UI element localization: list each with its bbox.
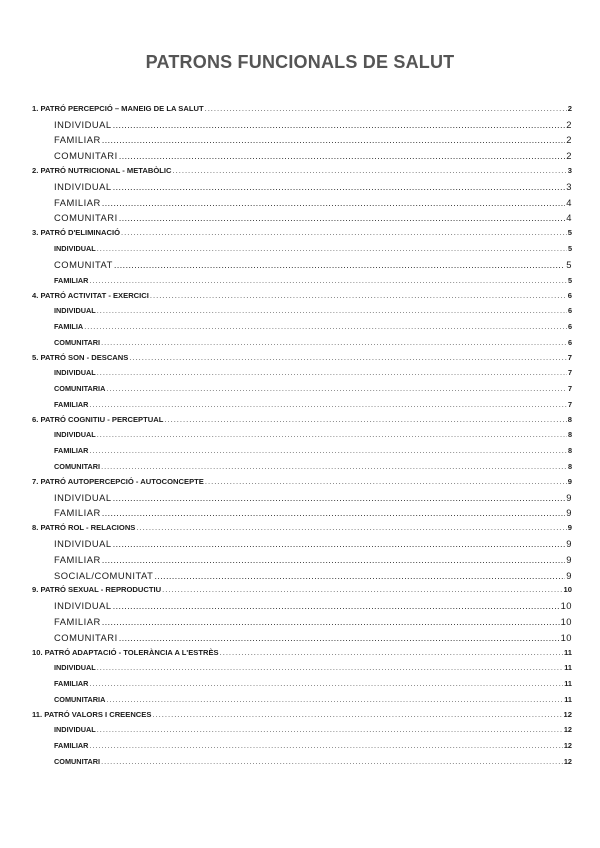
dot-leader [205,475,567,490]
toc-subsection-label: COMUNITARI [54,462,101,472]
toc-subsection-label: INDIVIDUAL [54,537,112,549]
toc-section-2[interactable] [32,164,572,179]
toc-section-8-page-number: 9 [567,523,572,533]
toc-subsection[interactable] [32,505,572,521]
table-of-contents [32,102,572,770]
toc-subsection-page-number: 10 [560,631,572,643]
toc-subsection-page-number: 6 [567,321,572,331]
toc-subsection-label: COMUNITARI [54,757,101,767]
toc-subsection-label: COMUNITARI [54,212,118,224]
dot-leader [89,397,566,413]
toc-section-7-page-number: 9 [567,477,572,487]
dot-leader [164,413,566,428]
toc-section-10-page-number: 11 [563,647,572,657]
dot-leader [89,273,566,289]
toc-section-1-label: 1. PATRÓ PERCEPCIÓ – MANEIG DE LA SALUT [32,104,204,113]
dot-leader [113,179,566,195]
toc-subsection-page-number: 4 [566,196,572,208]
toc-section-6-label: 6. PATRÓ COGNITIU - PERCEPTUAL [32,414,164,424]
toc-section-3[interactable] [32,226,572,241]
toc-subsection-page-number: 9 [566,491,572,503]
dot-leader [113,490,566,506]
toc-section-3-page-number: 5 [567,228,572,238]
toc-subsection-label: COMUNITARI [54,150,118,162]
toc-section-6[interactable] [32,413,572,428]
toc-subsection-label: INDIVIDUAL [54,599,112,611]
dot-leader [101,335,567,351]
dot-leader [106,692,563,708]
toc-subsection-label: FAMILIAR [54,679,89,689]
toc-subsection-label: INDIVIDUAL [54,368,96,378]
toc-subsection-label: INDIVIDUAL [54,663,96,673]
dot-leader [173,164,567,179]
toc-section-9-label: 9. PATRÓ SEXUAL - REPRODUCTIU [32,585,162,595]
toc-subsection-page-number: 7 [567,384,572,394]
toc-subsection[interactable] [32,179,572,195]
toc-section-4[interactable] [32,289,572,304]
dot-leader [97,660,564,676]
toc-subsection-page-number: 5 [567,243,572,253]
toc-section-1-page-number: 2 [567,104,572,113]
toc-subsection[interactable] [32,257,572,273]
toc-subsection-page-number: 9 [566,553,572,565]
toc-subsection[interactable] [32,598,572,614]
toc-section-10[interactable] [32,646,572,661]
dot-leader [113,598,560,614]
toc-subsection-label: INDIVIDUAL [54,725,96,735]
toc-subsection-label: FAMILIAR [54,275,89,285]
dot-leader [119,630,560,646]
toc-subsection-page-number: 2 [566,118,572,130]
toc-subsection-page-number: 2 [566,134,572,146]
toc-subsection[interactable] [32,195,572,211]
toc-section-5[interactable] [32,351,572,366]
dot-leader [89,443,566,459]
dot-leader [150,289,567,304]
toc-section-8-label: 8. PATRÓ ROL - RELACIONS [32,523,136,533]
toc-subsection-label: FAMILIAR [54,134,101,146]
toc-subsection-label: FAMILIA [54,321,84,331]
toc-subsection-label: COMUNITARIA [54,384,106,394]
toc-section-6-page-number: 8 [567,414,572,424]
toc-subsection[interactable] [32,722,572,738]
dot-leader [113,117,566,133]
dot-leader [102,505,566,521]
toc-section-5-label: 5. PATRÓ SON - DESCANS [32,352,129,362]
dot-leader [114,257,565,273]
toc-subsection-label: COMUNITAT [54,258,113,270]
dot-leader [97,303,567,319]
toc-subsection[interactable] [32,381,572,397]
toc-subsection-label: INDIVIDUAL [54,306,96,316]
dot-leader [121,226,567,241]
dot-leader [101,459,567,475]
dot-leader [97,427,567,443]
toc-subsection[interactable] [32,241,572,257]
toc-subsection[interactable] [32,536,572,552]
toc-subsection-page-number: 7 [567,399,572,409]
toc-section-4-label: 4. PATRÓ ACTIVITAT - EXERCICI [32,290,149,300]
toc-subsection-page-number: 6 [567,337,572,347]
toc-subsection-label: COMUNITARIA [54,694,106,704]
dot-leader [113,536,566,552]
toc-subsection[interactable] [32,335,572,351]
toc-subsection-page-number: 8 [567,446,572,456]
toc-subsection[interactable] [32,754,572,770]
toc-section-8[interactable] [32,521,572,536]
toc-subsection[interactable] [32,117,572,133]
dot-leader [136,521,566,536]
dot-leader [119,210,566,226]
toc-section-9[interactable] [32,583,572,598]
toc-subsection-label: INDIVIDUAL [54,180,112,192]
toc-section-4-page-number: 6 [567,290,572,300]
toc-subsection-label: INDIVIDUAL [54,430,96,440]
toc-subsection-page-number: 9 [566,537,572,549]
toc-section-7-label: 7. PATRÓ AUTOPERCEPCIÓ - AUTOCONCEPTE [32,477,204,487]
toc-subsection-page-number: 12 [563,741,572,751]
toc-subsection[interactable] [32,614,572,630]
toc-subsection-page-number: 8 [567,430,572,440]
toc-subsection-page-number: 9 [566,569,572,581]
toc-subsection-page-number: 10 [560,599,572,611]
dot-leader [152,708,562,723]
toc-subsection[interactable] [32,630,572,646]
toc-section-11[interactable] [32,708,572,723]
toc-subsection-page-number: 7 [567,368,572,378]
toc-subsection-page-number: 6 [567,306,572,316]
toc-section-3-label: 3. PATRÓ D'ELIMINACIÓ [32,228,121,238]
toc-subsection-label: FAMILIAR [54,741,89,751]
dot-leader [102,614,560,630]
toc-subsection-label: COMUNITARI [54,631,118,643]
toc-subsection-page-number: 11 [564,663,572,673]
toc-subsection-label: FAMILIAR [54,446,89,456]
toc-subsection[interactable] [32,568,572,584]
toc-subsection[interactable] [32,132,572,148]
toc-subsection-label: INDIVIDUAL [54,491,112,503]
dot-leader [97,365,567,381]
toc-subsection[interactable] [32,459,572,475]
toc-subsection[interactable] [32,273,572,289]
toc-section-9-page-number: 10 [563,585,572,595]
dot-leader [106,381,567,397]
toc-subsection-page-number: 10 [560,615,572,627]
toc-subsection-page-number: 9 [566,507,572,519]
toc-subsection-page-number: 12 [563,725,572,735]
dot-leader [102,132,566,148]
toc-subsection-label: FAMILIAR [54,196,101,208]
toc-section-10-label: 10. PATRÓ ADAPTACIÓ - TOLERÀNCIA A L'ESTRÈS [32,647,219,657]
toc-section-7[interactable] [32,475,572,490]
toc-subsection-page-number: 4 [566,212,572,224]
dot-leader [129,351,566,366]
dot-leader [102,552,566,568]
dot-leader [119,148,566,164]
toc-subsection-label: COMUNITARI [54,337,101,347]
toc-subsection-page-number: 3 [566,180,572,192]
dot-leader [205,102,567,117]
toc-subsection-page-number: 11 [564,694,572,704]
toc-subsection[interactable] [32,676,572,692]
toc-subsection[interactable] [32,303,572,319]
toc-subsection[interactable] [32,365,572,381]
toc-subsection[interactable] [32,443,572,459]
toc-subsection[interactable] [32,692,572,708]
dot-leader [162,583,562,598]
toc-section-2-label: 2. PATRÓ NUTRICIONAL - METABÒLIC [32,166,172,176]
dot-leader [220,646,563,661]
toc-subsection[interactable] [32,210,572,226]
toc-subsection[interactable] [32,319,572,335]
toc-subsection-label: FAMILIAR [54,507,101,519]
toc-section-11-page-number: 12 [563,709,572,719]
toc-section-1[interactable] [32,102,572,117]
toc-subsection-label: INDIVIDUAL [54,243,96,253]
dot-leader [84,319,567,335]
toc-subsection[interactable] [32,397,572,413]
toc-subsection-page-number: 11 [564,679,572,689]
toc-subsection-page-number: 12 [563,757,572,767]
toc-section-11-label: 11. PATRÓ VALORS I CREENCES [32,709,152,719]
toc-subsection[interactable] [32,552,572,568]
toc-subsection-page-number: 2 [566,150,572,162]
toc-section-2-page-number: 3 [567,166,572,176]
dot-leader [102,195,566,211]
toc-subsection[interactable] [32,660,572,676]
dot-leader [101,754,563,770]
toc-subsection-label: SOCIAL/COMUNITAT [54,569,154,581]
toc-subsection-page-number: 5 [566,258,572,270]
document-title: PATRONS FUNCIONALS DE SALUT [145,52,455,72]
toc-subsection-label: FAMILIAR [54,553,101,565]
toc-subsection-label: FAMILIAR [54,615,101,627]
toc-subsection[interactable] [32,427,572,443]
toc-subsection-label: FAMILIAR [54,399,89,409]
dot-leader [89,738,562,754]
toc-subsection[interactable] [32,738,572,754]
toc-subsection-page-number: 5 [567,275,572,285]
dot-leader [154,568,565,584]
dot-leader [97,722,563,738]
toc-subsection-page-number: 8 [567,462,572,472]
dot-leader [89,676,563,692]
toc-subsection[interactable] [32,148,572,164]
toc-subsection-label: INDIVIDUAL [54,118,112,130]
toc-subsection[interactable] [32,490,572,506]
toc-section-5-page-number: 7 [567,352,572,362]
dot-leader [97,241,567,257]
